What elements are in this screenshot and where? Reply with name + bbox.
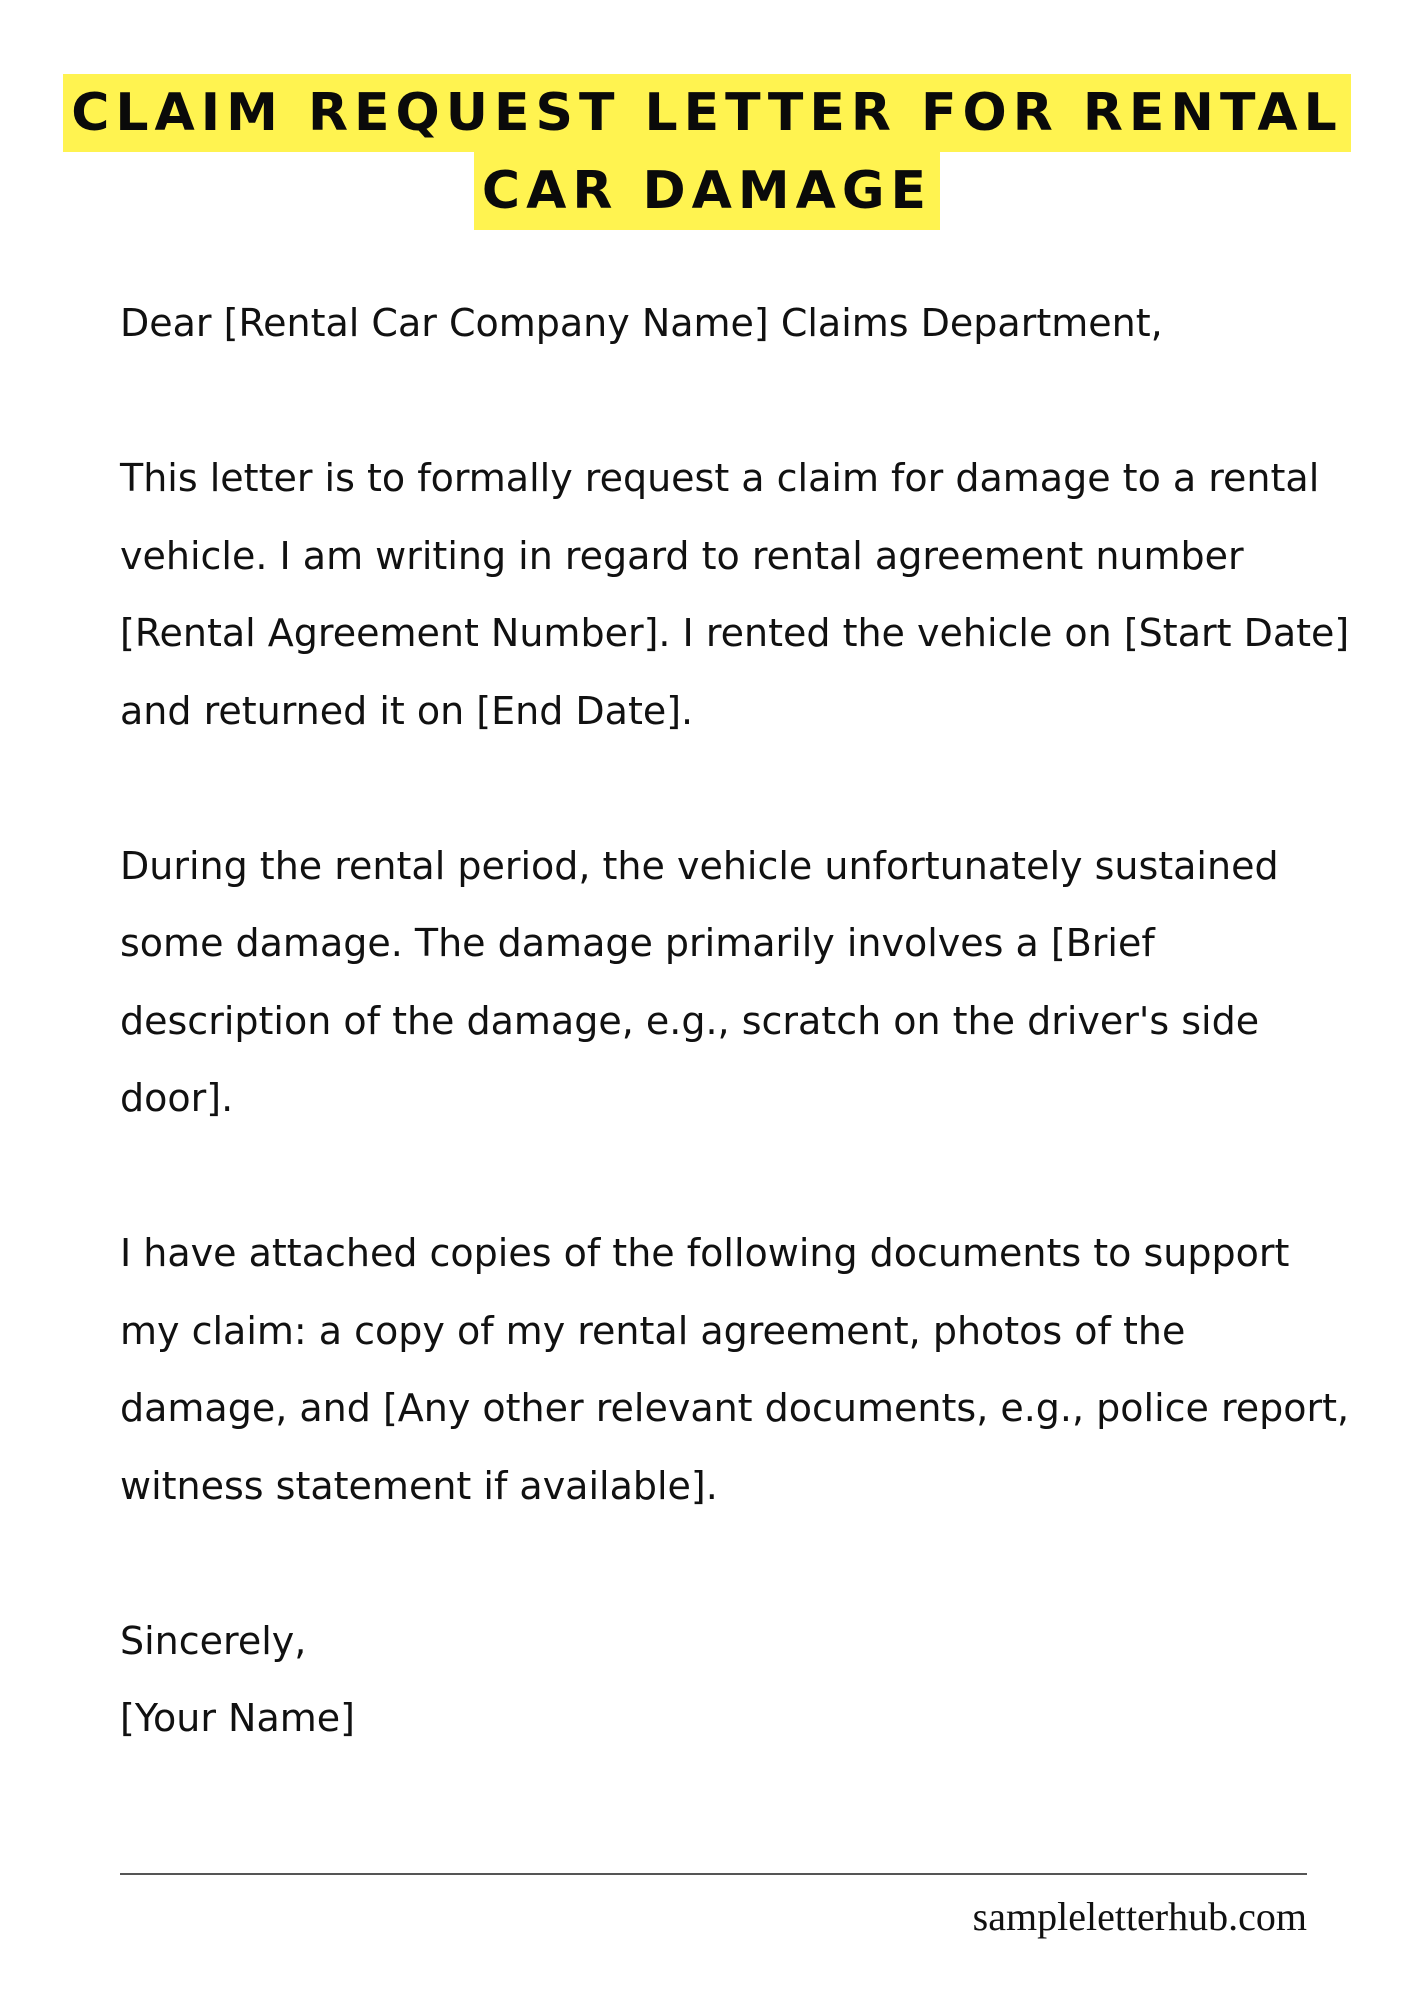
title-line-1: CLAIM REQUEST LETTER FOR RENTAL	[63, 74, 1351, 152]
paragraph-spacer	[120, 1525, 1360, 1603]
website-credit: sampleletterhub.com	[972, 1894, 1307, 1939]
paragraph-attachments: I have attached copies of the following documents to support my claim: a copy of my rental agreement, photos of the damage, and [Any other relevant documents, e.g., police report, witness statement if available].	[120, 1231, 1350, 1508]
paragraph-rental-details: This letter is to formally request a claim for damage to a rental vehicle. I am writing in regard to rental agreement number [Rental Agreement Number]. I rented the vehicle on [Start Date] and returned it on [End Date].	[120, 456, 1350, 733]
paragraph-spacer	[120, 750, 1360, 828]
paragraph-spacer	[120, 1138, 1360, 1216]
paragraph-spacer	[120, 363, 1360, 441]
salutation: Dear [Rental Car Company Name] Claims Department,	[120, 301, 1163, 345]
paragraph-damage-description: During the rental period, the vehicle unfortunately sustained some damage. The damage primarily involves a [Brief description of the damage, e.g., scratch on the driver's side door].	[120, 843, 1279, 1120]
footer-divider	[120, 1873, 1307, 1875]
signature-name: [Your Name]	[120, 1696, 355, 1740]
title-line-2: CAR DAMAGE	[474, 152, 940, 230]
letter-body	[120, 285, 1360, 1758]
closing: Sincerely,	[120, 1618, 307, 1663]
letter-title	[0, 74, 1414, 230]
